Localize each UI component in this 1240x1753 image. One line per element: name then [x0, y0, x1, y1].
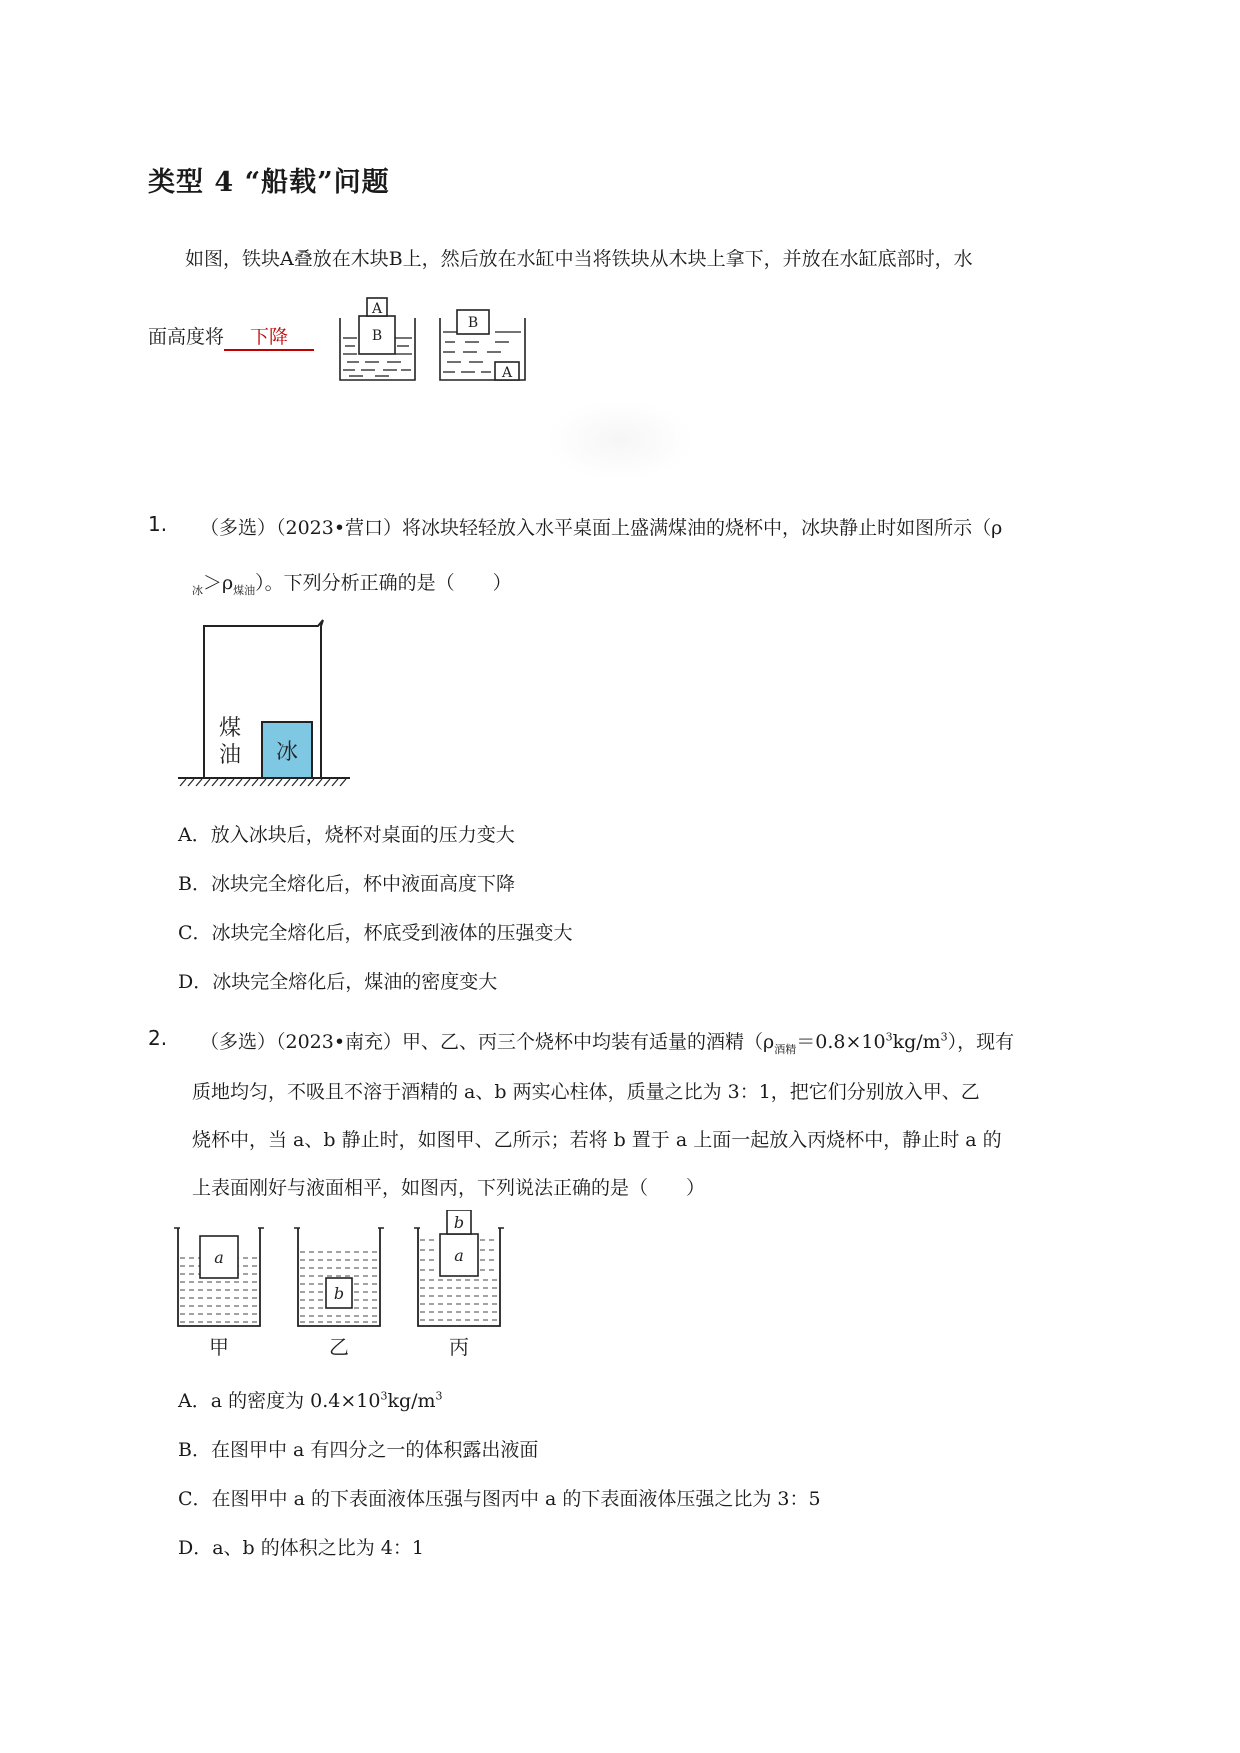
beaker-yi: [294, 1228, 384, 1359]
intro-line-2: [148, 322, 314, 351]
intro-line-1: 如图，铁块A叠放在木块B上，然后放在水缸中当将铁块从木块上拿下，并放在水缸底部时，水: [185, 248, 973, 270]
q2-option-a: [178, 1386, 443, 1413]
q1-option-a: A．放入冰块后，烧杯对桌面的压力变大: [178, 824, 515, 846]
yi-label-b: b: [333, 1284, 345, 1303]
q2-option-a-text: A．a 的密度为 0.4×10: [178, 1390, 381, 1412]
q2-line-1-c: kg/m: [892, 1031, 941, 1053]
faint-smudge: [545, 400, 695, 480]
q2-sup-2: 3: [940, 1030, 948, 1044]
bing-label-b: b: [453, 1213, 465, 1232]
q2-line-4: 上表面刚好与液面相平，如图丙，下列说法正确的是（ ）: [192, 1177, 706, 1199]
oil-label-1: 煤: [218, 716, 242, 741]
q1-sub-oil: 煤油: [233, 583, 256, 597]
q2-line-1-a: （多选）（2023•南充）甲、乙、丙三个烧杯中均装有适量的酒精（ρ: [200, 1031, 775, 1053]
q1-option-b: B．冰块完全熔化后，杯中液面高度下降: [178, 873, 515, 895]
answer-blank: 下降: [224, 322, 314, 351]
oil-label-2: 油: [218, 743, 242, 768]
q2-beakers-figure: [170, 1210, 510, 1360]
bing-label-a: a: [454, 1246, 464, 1265]
q2-sup-1: 3: [885, 1030, 893, 1044]
q1-option-c: C．冰块完全熔化后，杯底受到液体的压强变大: [178, 922, 573, 944]
block-b-label-2: B: [467, 315, 479, 331]
q2-sub-alcohol: 酒精: [774, 1042, 797, 1056]
q2-option-a-sup: 3: [380, 1389, 388, 1403]
q1-beaker-figure: [178, 618, 358, 793]
q2-line-1-b: ＝0.8×10: [796, 1031, 886, 1053]
jia-label-a: a: [214, 1248, 224, 1267]
table-hatching: [180, 779, 346, 786]
block-a-label-2: A: [501, 365, 513, 381]
q1-line-2: [192, 568, 512, 598]
block-b-label: B: [371, 328, 383, 344]
block-a-label: A: [371, 301, 383, 317]
q1-sub-ice: 冰: [192, 583, 203, 597]
q1-line-2-tail: ）。下列分析正确的是（ ）: [255, 572, 512, 594]
q1-gt-rho: ＞ρ: [203, 572, 234, 594]
q2-option-d: D．a、b 的体积之比为 4：1: [178, 1537, 424, 1559]
ice-label: 冰: [275, 740, 299, 765]
q1-option-d: D．冰块完全熔化后，煤油的密度变大: [178, 971, 498, 993]
q2-line-1: [200, 1027, 1014, 1057]
q2-number: 2.: [148, 1026, 168, 1050]
cap-jia: 甲: [209, 1335, 229, 1359]
beaker-jia: [174, 1228, 264, 1359]
q2-option-a-sup2: 3: [435, 1389, 443, 1403]
cap-bing: 丙: [449, 1335, 469, 1359]
q2-line-1-d: ），现有: [947, 1031, 1015, 1053]
tank-figures: [335, 292, 535, 384]
q2-line-3: 烧杯中，当 a、b 静止时，如图甲、乙所示；若将 b 置于 a 上面一起放入丙烧杯中，静止时 a 的: [192, 1129, 1002, 1151]
intro-prefix: 面高度将: [148, 326, 225, 348]
q1-number: 1.: [148, 512, 168, 536]
beaker-bing: [414, 1210, 504, 1359]
q2-option-b: B．在图甲中 a 有四分之一的体积露出液面: [178, 1439, 539, 1461]
q2-line-2: 质地均匀，不吸且不溶于酒精的 a、b 两实心柱体，质量之比为 3：1，把它们分别放入甲、乙: [192, 1081, 980, 1103]
q2-option-a-unit: kg/m: [387, 1390, 436, 1412]
q2-option-c: C．在图甲中 a 的下表面液体压强与图丙中 a 的下表面液体压强之比为 3：5: [178, 1488, 821, 1510]
section-heading: 类型 4 “船载”问题: [148, 167, 390, 198]
q1-line-1: （多选）（2023•营口）将冰块轻轻放入水平桌面上盛满煤油的烧杯中，冰块静止时如图所示（ρ: [200, 517, 1003, 539]
cap-yi: 乙: [329, 1335, 349, 1359]
tank-2: [440, 310, 525, 380]
